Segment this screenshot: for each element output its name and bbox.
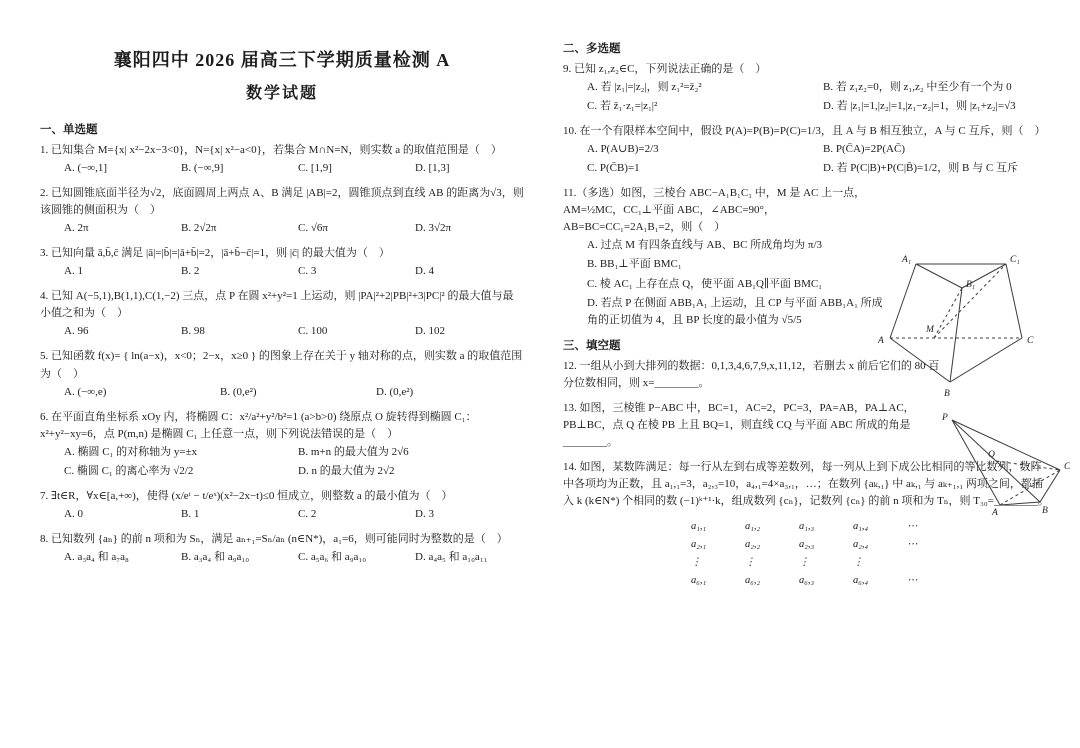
answer-option: A. P(A∪B)=2/3 — [587, 143, 659, 156]
question-text: 2. 已知圆锥底面半径为√2，底面圆周上两点 A、B 满足 |AB|=2，圆锥顶点到直线 AB 的距离为√3，则该圆锥的侧面积为（ ） — [40, 187, 524, 217]
question-text: 9. 已知 z₁,z₂∈C，下列说法正确的是（ ） — [563, 63, 767, 75]
array-cell: ⋯ — [907, 521, 918, 533]
array-row — [691, 518, 1051, 536]
question-text: 12. 一组从小到大排列的数据：0,1,3,4,6,7,9,x,11,12，若删去 x 前后它们的 80 百分位数相同，则 x=________。 — [563, 359, 940, 389]
array-cell: a₆,₁ — [691, 574, 707, 586]
answer-option: B. (−∞,9] — [181, 162, 224, 175]
options-row — [40, 384, 524, 401]
vertex-label-a: A — [992, 508, 998, 518]
left-column — [40, 36, 524, 574]
answer-option: D. n 的最大值为 2√2 — [298, 464, 395, 477]
question-11 — [563, 185, 885, 328]
vertex-label-c: C — [1027, 336, 1034, 346]
answer-option: A. (−∞,e) — [64, 385, 107, 398]
array-row — [691, 572, 1051, 590]
tetrahedron-figure — [938, 410, 1070, 518]
answer-option: C. 若 z̄₁·z₁=|z₁|² — [587, 100, 658, 113]
answer-option: D. 4 — [415, 265, 434, 278]
array-cell: a₂,₁ — [691, 538, 707, 550]
question-13 — [563, 400, 944, 451]
array-cell: a₆,₃ — [799, 574, 815, 586]
answer-option: A. 0 — [64, 507, 83, 520]
options-row — [40, 323, 524, 340]
answer-option: C. √6π — [298, 222, 328, 235]
answer-option: B. 98 — [181, 325, 205, 338]
paper-subtitle: 数学试题 — [245, 85, 318, 102]
vertex-label-p: P — [942, 413, 948, 423]
paper-title: 襄阳四中 2026 届高三下学期质量检测 A — [113, 50, 451, 70]
question-5 — [40, 348, 524, 400]
section-heading: 三、填空题 — [563, 339, 621, 352]
answer-option: C. 2 — [298, 507, 317, 520]
question-text: 7. ∃t∈R，∀x∈[a,+∞)，使得 (x/eᵗ − t/eˣ)(x²−2x−t)≤0 恒成立，则整数 a 的最小值为（ ） — [40, 489, 453, 502]
vertex-label-b1: B₁ — [966, 280, 976, 290]
section-heading: 二、多选题 — [563, 43, 621, 55]
array-cell: a₁,₃ — [799, 521, 815, 533]
options-row — [40, 549, 524, 566]
array-cell: a₁,₂ — [745, 521, 761, 533]
array-cell: ⋮ — [745, 556, 756, 568]
question-text: 8. 已知数列 {aₙ} 的前 n 项和为 Sₙ，满足 aₙ₊₁=Sₙ/aₙ (n∈N*)，a₁=6，则可能同时为整数的是（ ） — [40, 532, 508, 545]
answer-option: A. 1 — [64, 265, 83, 278]
question-4 — [40, 288, 524, 340]
left-questions — [40, 121, 524, 566]
question-6 — [40, 409, 524, 480]
question-text: 3. 已知向量 ā,b̄,c̄ 满足 |ā|=|b̄|=|ā+b̄|=2，|ā+b̄−c̄|=1，则 |c̄| 的最大值为（ ） — [40, 247, 390, 260]
vertex-label-c1: C₁ — [1010, 255, 1020, 265]
answer-option: C. 100 — [298, 325, 328, 338]
array-cell: a₆,₂ — [745, 574, 761, 586]
answer-option: C. 椭圆 C₁ 的离心率为 √2/2 — [64, 464, 194, 477]
array-cell: a₂,₂ — [745, 538, 761, 550]
answer-option: C. a₅a₆ 和 a₉a₁₀ — [298, 550, 367, 563]
array-cell: ⋯ — [907, 574, 918, 586]
array-cell: a₁,₄ — [853, 521, 869, 533]
answer-option: D. 3√2π — [415, 222, 452, 235]
options-row — [40, 506, 524, 523]
answer-option: D. 若点 P 在侧面 ABB₁A₁ 上运动，且 CP 与平面 ABB₁A₁ 所成角的正切值为 4，且 BP 长度的最小值为 √5/5 — [587, 296, 883, 326]
options-row — [563, 79, 1051, 115]
answer-option: C. 棱 AC₁ 上存在点 Q，使平面 AB₁Q∥平面 BMC₁ — [587, 277, 823, 290]
answer-option: B. 若 z₁z₂=0，则 z₁,z₂ 中至少有一个为 0 — [823, 81, 1012, 94]
answer-option: C. P(C̄B)=1 — [587, 162, 640, 175]
vertex-label-q: Q — [988, 450, 995, 460]
answer-option: D. 若 |z₁|=1,|z₂|=1,|z₁−z₂|=1，则 |z₁+z₂|=√3 — [823, 100, 1016, 113]
answer-option: C. [1,9] — [298, 162, 332, 175]
question-8 — [40, 531, 524, 566]
question-1 — [40, 142, 524, 177]
question-text: 6. 在平面直角坐标系 xOy 内，将椭圆 C：x²/a²+y²/b²=1 (a>b>0) 绕原点 O 旋转得到椭圆 C₁：x²+y²−xy=6，点 P(m,n) 是椭圆 C₁ 上任意一点，则下列说法错误的是（ ） — [40, 410, 477, 440]
question-text: 4. 已知 A(−5,1),B(1,1),C(1,−2) 三点，点 P 在圆 x²+y²=1 上运动，则 |PA|²+2|PB|²+3|PC|² 的最大值与最小值之和为（ ） — [40, 290, 514, 320]
answer-option: D. 3 — [415, 507, 434, 520]
array-cell: a₂,₄ — [853, 538, 869, 550]
question-9 — [563, 61, 1051, 115]
answer-option: A. a₃a₄ 和 a₇a₈ — [64, 550, 129, 563]
answer-option: B. a₃a₄ 和 a₉a₁₀ — [181, 550, 250, 563]
answer-option: B. 1 — [181, 507, 200, 520]
answer-option: B. 2√2π — [181, 222, 217, 235]
options-row — [563, 141, 1051, 177]
answer-option: B. m+n 的最大值为 2√6 — [298, 445, 409, 458]
answer-option: C. 3 — [298, 265, 317, 278]
answer-option: A. (−∞,1] — [64, 162, 108, 175]
question-7 — [40, 488, 524, 523]
answer-option: B. 2 — [181, 265, 200, 278]
answer-option: B. BB₁⊥平面 BMC₁ — [587, 258, 682, 271]
vertex-label-b: B — [944, 389, 950, 399]
answer-option: D. (0,e²) — [376, 385, 414, 398]
answer-option: B. P(C̄A)=2P(AC̄) — [823, 143, 905, 156]
answer-option: A. 96 — [64, 325, 89, 338]
question-text: 11.（多选）如图，三棱台 ABC−A₁B₁C₁ 中，M 是 AC 上一点，AM=½MC，CC₁⊥平面 ABC，∠ABC=90°，AB=BC=CC₁=2A₁B₁=2，则（ ） — [563, 187, 866, 234]
array-row — [691, 536, 1051, 554]
answer-option: A. 若 |z₁|=|z₂|，则 z₁²=z̄₂² — [587, 81, 702, 94]
question-3 — [40, 245, 524, 280]
vertex-label-a1: A₁ — [902, 255, 912, 265]
options-row — [40, 160, 524, 177]
options-row — [40, 263, 524, 280]
array-cell: ⋮ — [691, 556, 702, 568]
options-row — [40, 220, 524, 237]
array-cell: a₁,₁ — [691, 521, 707, 533]
question-2 — [40, 185, 524, 237]
answer-option: B. (0,e²) — [220, 385, 257, 398]
question-10 — [563, 123, 1051, 177]
answer-option: D. 102 — [415, 325, 445, 338]
array-cell — [907, 554, 939, 572]
answer-option: A. 椭圆 C₁ 的对称轴为 y=±x — [64, 445, 198, 458]
answer-option: D. 若 P(C|B)+P(C|B̄)=1/2，则 B 与 C 互斥 — [823, 162, 1018, 175]
question-text: 10. 在一个有限样本空间中，假设 P(A)=P(B)=P(C)=1/3，且 A 与 B 相互独立，A 与 C 互斥，则（ ） — [563, 125, 1046, 138]
section-heading: 一、单选题 — [40, 124, 98, 136]
array-row — [691, 554, 1051, 572]
question-text: 14. 如图，某数阵满足：每一行从左到右成等差数列，每一列从上到下成公比相同的等比数列，数阵中各项均为正数，且 a₁,₁=3，a₂,₃=10，a₄,₁=4×a₃,₁，…；在数列 {aₖ,₁} 中 aₖ,₁ 与 aₖ₊₁,₁ 两项之间，都插入 k (k∈N*) 个相同的数 (−1)ᵏ⁺¹·k，组成数列 {cₙ}，记数列 {cₙ} 的前 n 项和为 Tₙ，则 T₃₀=________。 — [563, 460, 1049, 507]
answer-option: A. 2π — [64, 222, 89, 235]
options-row — [563, 237, 885, 328]
vertex-label-c: C — [1064, 462, 1070, 472]
array-cell: a₆,₄ — [853, 574, 869, 586]
number-array — [691, 518, 1051, 589]
array-cell: ⋮ — [799, 556, 810, 568]
question-text: 5. 已知函数 f(x)= { ln(a−x)，x<0；2−x，x≥0 } 的图象上存在关于 y 轴对称的点，则实数 a 的取值范围为（ ） — [40, 350, 523, 380]
question-text: 1. 已知集合 M={x| x²−2x−3<0}，N={x| x²−a<0}，若集合 M∩N=N，则实数 a 的取值范围是（ ） — [40, 144, 502, 156]
question-text: 13. 如图，三棱锥 P−ABC 中，BC=1，AC=2，PC=3，PA=AB，PA⊥AC，PB⊥BC，点 Q 在棱 PB 上且 BQ=1，则直线 CQ 与平面 ABC 所成的角是________。 — [563, 401, 915, 448]
vertex-label-b: B — [1042, 506, 1048, 516]
frustum-figure — [876, 248, 1048, 406]
vertex-label-m: M — [926, 325, 934, 335]
answer-option: A. 过点 M 有四条直线与 AB、BC 所成角均为 π/3 — [587, 239, 823, 252]
answer-option: D. a₄a₅ 和 a₁₀a₁₁ — [415, 550, 488, 563]
array-cell: ⋯ — [907, 538, 918, 550]
vertex-label-a: A — [878, 336, 884, 346]
array-cell: ⋮ — [853, 556, 864, 568]
array-cell: a₂,₃ — [799, 538, 815, 550]
answer-option: D. [1,3] — [415, 162, 450, 175]
options-row — [40, 444, 524, 480]
